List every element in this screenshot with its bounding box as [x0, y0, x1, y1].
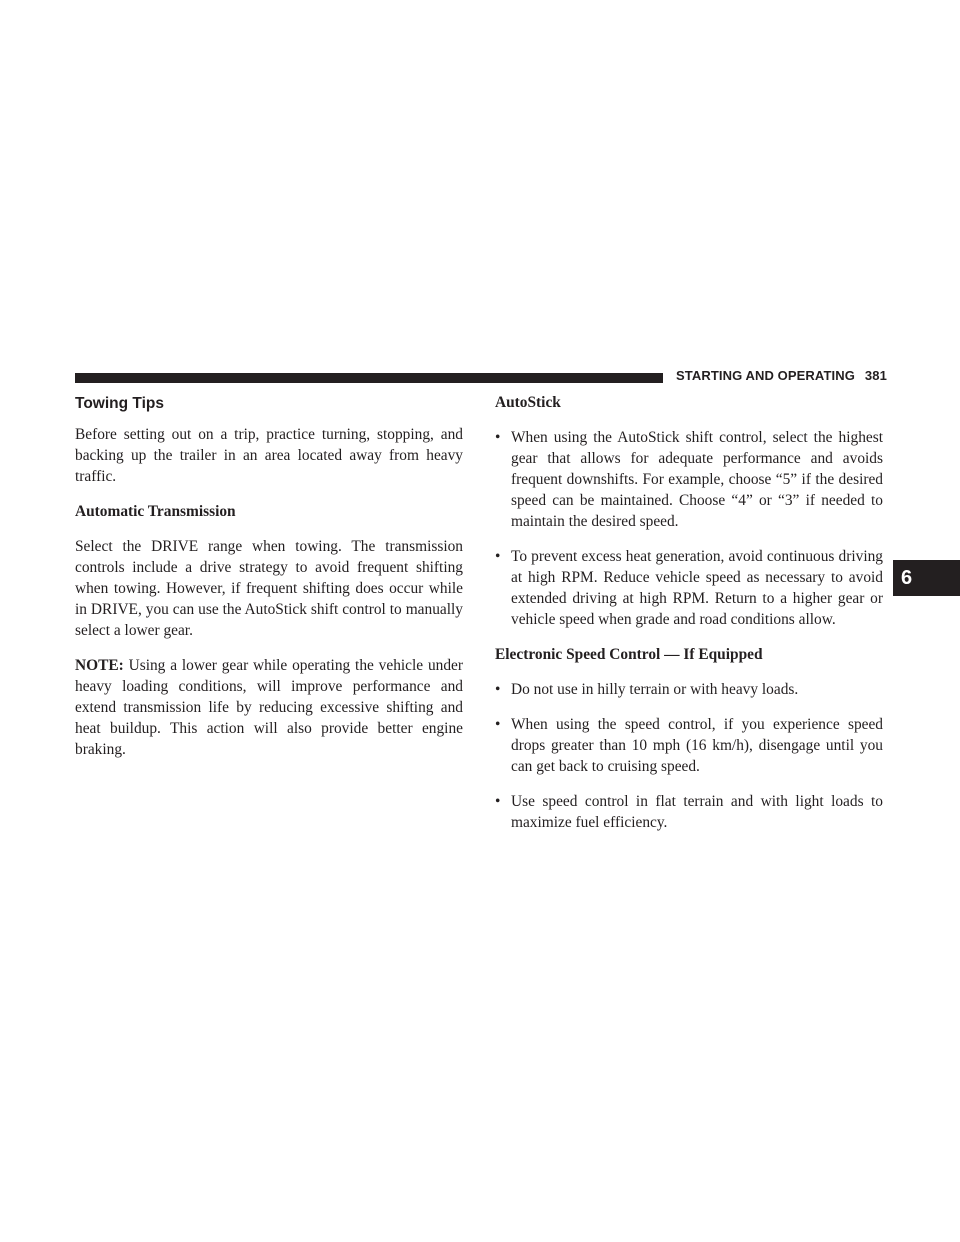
note-label: NOTE:	[75, 657, 124, 674]
running-header	[676, 368, 887, 383]
intro-paragraph: Before setting out on a trip, practice turning, stopping, and backing up the trailer in an area located away from heavy traffic.	[75, 426, 463, 485]
section-title: Towing Tips	[75, 395, 164, 412]
page-number: 381	[864, 368, 887, 383]
chapter-tab: 6	[893, 560, 960, 596]
transmission-paragraph: Select the DRIVE range when towing. The transmission controls include a drive strategy to avoid frequent shifting when towing. However, if frequent shifting does occur while in DRIVE, you can use the AutoStick shift control to manually select a lower gear.	[75, 538, 463, 639]
speed-control-list	[495, 679, 883, 833]
bullet-icon: •	[495, 793, 501, 810]
bullet-icon: •	[495, 548, 501, 565]
left-column	[75, 392, 463, 760]
right-column	[495, 392, 883, 833]
subhead-automatic-transmission: Automatic Transmission	[75, 503, 236, 520]
bullet-icon: •	[495, 429, 501, 446]
list-item: • When using the speed control, if you experience speed drops greater than 10 mph (16 km/h), disengage until you can get back to cruising speed.	[495, 716, 883, 775]
header-rule	[75, 373, 663, 383]
list-item: • Use speed control in flat terrain and with light loads to maximize fuel efficiency.	[495, 793, 883, 831]
list-item: • To prevent excess heat generation, avoid continuous driving at high RPM. Reduce vehicle speed as necessary to avoid extended driving at high RPM. Return to a higher gear or vehicle speed when grade and road conditions allow.	[495, 548, 883, 628]
bullet-icon: •	[495, 681, 501, 698]
note-paragraph	[75, 655, 463, 760]
header-section: STARTING AND OPERATING	[676, 368, 855, 383]
bullet-icon: •	[495, 716, 501, 733]
subhead-speed-control: Electronic Speed Control — If Equipped	[495, 646, 763, 663]
note-text: Using a lower gear while operating the vehicle under heavy loading conditions, will improve performance and extend transmission life by reducing excessive shifting and heat buildup. This action will also provide better engine braking.	[75, 657, 463, 758]
list-item: • Do not use in hilly terrain or with heavy loads.	[495, 681, 799, 698]
autostick-list	[495, 427, 883, 630]
list-item: • When using the AutoStick shift control, select the highest gear that allows for adequate performance and avoids frequent downshifts. For example, choose “5” if the desired speed can be maintained. Choose “4” or “3” if needed to maintain the desired speed.	[495, 429, 883, 530]
subhead-autostick: AutoStick	[495, 394, 561, 411]
